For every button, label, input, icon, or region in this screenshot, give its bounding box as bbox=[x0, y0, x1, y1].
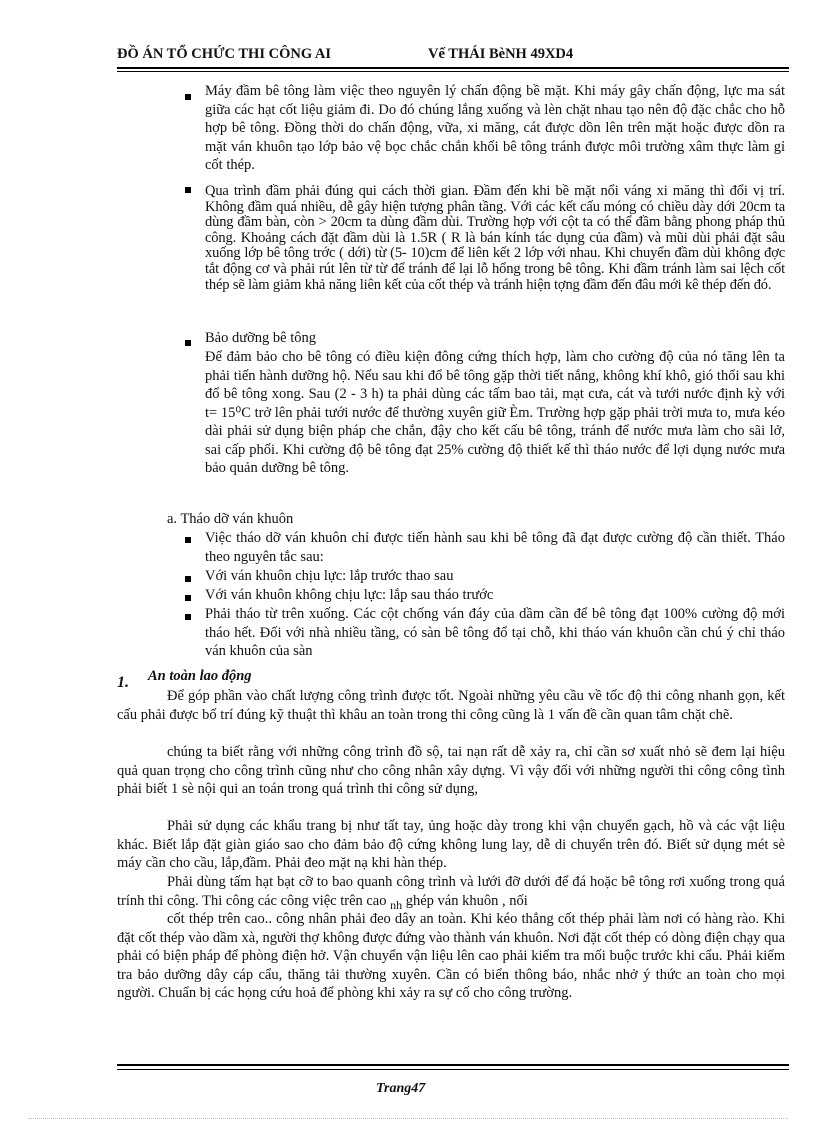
bullet-square-icon bbox=[185, 92, 191, 102]
protective-equipment-paragraph: Phải sử dụng các khẩu trang bị như tất tay, ủng hoặc dày trong khi vận chuyển gạch, hồ và các vật liệu khác. Biết lắp đặt giàn giáo sao cho đảm bảo độ cứng không lung lay, dễ di chuyển trên đó. Biết sử dụng mét sè máy cần cho cầu, lắp,đầm. Phải đeo mặt nạ khi hàn thép. bbox=[117, 818, 785, 871]
footer-rule-thick bbox=[117, 1064, 789, 1066]
section-1-title: An toàn lao động bbox=[148, 668, 252, 684]
section-a-heading bbox=[167, 510, 293, 529]
safety-intro-paragraph: Để góp phần vào chất lượng công trình được tốt. Ngoài những yêu cầu về tốc độ thi công nhanh gọn, kết cấu phải được bố trí đúng kỹ thuật thì khâu an toàn trong thi công cũng là 1 vấn đề cần quan tâm chặt chẽ. bbox=[117, 688, 785, 723]
bullet-square-icon bbox=[185, 185, 191, 195]
header-rule-thick bbox=[117, 67, 789, 69]
page-header bbox=[117, 46, 574, 63]
protective-net-text: Phải dùng tấm hạt bạt cỡ to bao quanh công trình và lưới đỡ dưới để đá hoặc bê tông rơi xuống trong quá trính thi công. Thi công các công việc trên cao bbox=[117, 874, 785, 909]
bullet-square-icon bbox=[185, 574, 191, 584]
vibration-principle-text: Máy đầm bê tông làm việc theo nguyên lý chấn động bề mặt. Khi máy gây chấn động, lực ma sát giữa các hạt cốt liệu giảm đi. Do đó chúng lắng xuống và lèn chặt nhau tạo nên độ đặc chắc cho hỗ hợp bê tông. Đồng thời do chấn động, vữa, xi măng, cát được dồn lên trên mặt hoặc được dồn ra mặt ván khuôn tạo lớp bảo vệ bọc chắc chắn khối bê tông tránh được môi trường xâm thực làm gỉ cốt thép. bbox=[205, 83, 785, 173]
bullet-square-icon bbox=[185, 338, 191, 348]
header-rule-thin bbox=[117, 71, 789, 72]
page-edge-dotted-line bbox=[28, 1118, 788, 1119]
stray-subscript-text: nh bbox=[390, 897, 403, 912]
header-right-text: Vế THÁI BèNH 49XD4 bbox=[428, 46, 574, 62]
load-bearing-formwork-text: Với ván khuôn chịu lực: lắp trước thao sau bbox=[205, 568, 454, 584]
curing-paragraph: Để đảm bảo cho bê tông có điều kiện đông cứng thích hợp, làm cho cường độ của nó tăng lên ta phải tiến hành dưỡng hộ. Nếu sau khi đổ bê tông gặp thời tiết nắng, không khí khô, gió thổi sau khi đổ bê tông xong. Sau (2 - 3 h) ta phải dùng các tấm bao tải, mạt cưa, cát và tưới nước định kỳ với t= 15⁰C trở lên phải tưới nước để thường xuyên giữ Èm. Trường hợp gặp phải trời mưa to, mưa kéo dài phải sử dụng biện pháp che chắn, đậy cho kết cấu bê tông, tránh để nước mưa làm cho sãi lở, sai cấp phối. Khi cường độ bê tông đạt 25% cường độ thiết kế thì tháo nước để lợi dụng nước mưa bảo quản dưỡng bê tông. bbox=[205, 349, 785, 476]
formwork-removal-rule-text: Việc tháo dỡ ván khuôn chỉ được tiến hành sau khi bê tông đã đạt được cường độ cần thiết. Tháo theo nguyên tắc sau: bbox=[205, 530, 785, 565]
section-a-label: a. bbox=[167, 511, 178, 527]
high-work-safety-paragraph: cốt thép trên cao.. công nhân phải đeo dây an toàn. Khi kéo thẳng cốt thép phải làm nơi có hàng rào. Khi đặt cốt thép vào dầm xà, người thợ không được đứng vào thành ván khuôn. Nơi đặt cốt thép có dòng điện chạy qua phải có biện pháp để phòng điện hở. Vận chuyển vận liệu lên cao phải kiểm tra mối buộc trước khi cẩu. Phải kiểm tra bảo dưỡng dây cáp cẩu, thăng tải thường xuyên. Cần có biển thông báo, nhắc nhở ý thức an toàn cho mọi người. Chuẩn bị các họng cứu hoả để phòng khi xảy ra sự cố cho công trường. bbox=[117, 911, 785, 1001]
section-1-number: 1. bbox=[117, 674, 129, 691]
protective-net-text-end: ghép ván khuôn , nối bbox=[405, 892, 528, 909]
bullet-square-icon bbox=[185, 535, 191, 545]
curing-heading: Bảo dưỡng bê tông bbox=[205, 330, 316, 346]
top-down-removal-text: Phải tháo từ trên xuống. Các cột chống ván đáy của dầm cần để bê tông đạt 100% cường độ mới tháo hết. Đối với nhà nhiều tầng, có sàn bê tông đổ tại chỗ, khi tháo ván khuôn cần chú ý chỉ tháo ván khuôn của sàn bbox=[205, 606, 785, 659]
accident-risk-paragraph: chúng ta biết rằng với những công trình đồ sộ, tai nạn rất dễ xảy ra, chỉ cần sơ xuất nhỏ sẽ đem lại hiệu quả quan trọng cho công trình cũng như cho công nhân xây dựng. Vì vậy đối với những người thi công công tình phải biết 1 sè nội qui an toán trong quá trình thi công sử dụng, bbox=[117, 744, 785, 797]
protective-net-paragraph bbox=[117, 873, 785, 910]
compaction-procedure-text: Qua trình đầm phải đúng qui cách thời gian. Đầm đến khi bề mặt nổi váng xi măng thì đổi vị trí. Không đầm quá nhiều, dễ gây hiện tượng phân tầng. Với các kết cấu móng có chiều dày dới 20cm ta dùng đầm bàn, còn > 20cm ta dùng đầm dùi. Trường hợp với cột ta có thể đầm bằng phong pháp thủ công. Khoảng cách đặt đầm dùi là 1.5R ( R là bán kính tác dụng của đầm) và mũi dùi phải đặt sâu xuống lớp bê tông trớc ( dới) từ (5- 10)cm để liên kết 2 lớp với nhau. Khi chuyển đầm dùi không đợc tắt động cơ và phải rút lên từ từ để tránh để lại lỗ hổng trong bê tông. Khi đầm tránh làm sai lệch cốt thép sẽ làm giảm khả năng liên kết của cốt thép và tránh hiện tợng đầm đến đâu mới kê thép đến đó. bbox=[205, 183, 785, 293]
non-load-bearing-formwork-text: Với ván khuôn không chịu lực: lắp sau tháo trước bbox=[205, 587, 494, 603]
bullet-square-icon bbox=[185, 593, 191, 603]
page-number: Trang47 bbox=[376, 1081, 426, 1096]
header-left-text: ĐỒ ÁN TỔ CHỨC THI CÔNG AI bbox=[117, 46, 332, 62]
section-a-title: Tháo dỡ ván khuôn bbox=[180, 511, 294, 527]
footer-rule-thin bbox=[117, 1069, 789, 1070]
bullet-square-icon bbox=[185, 612, 191, 622]
